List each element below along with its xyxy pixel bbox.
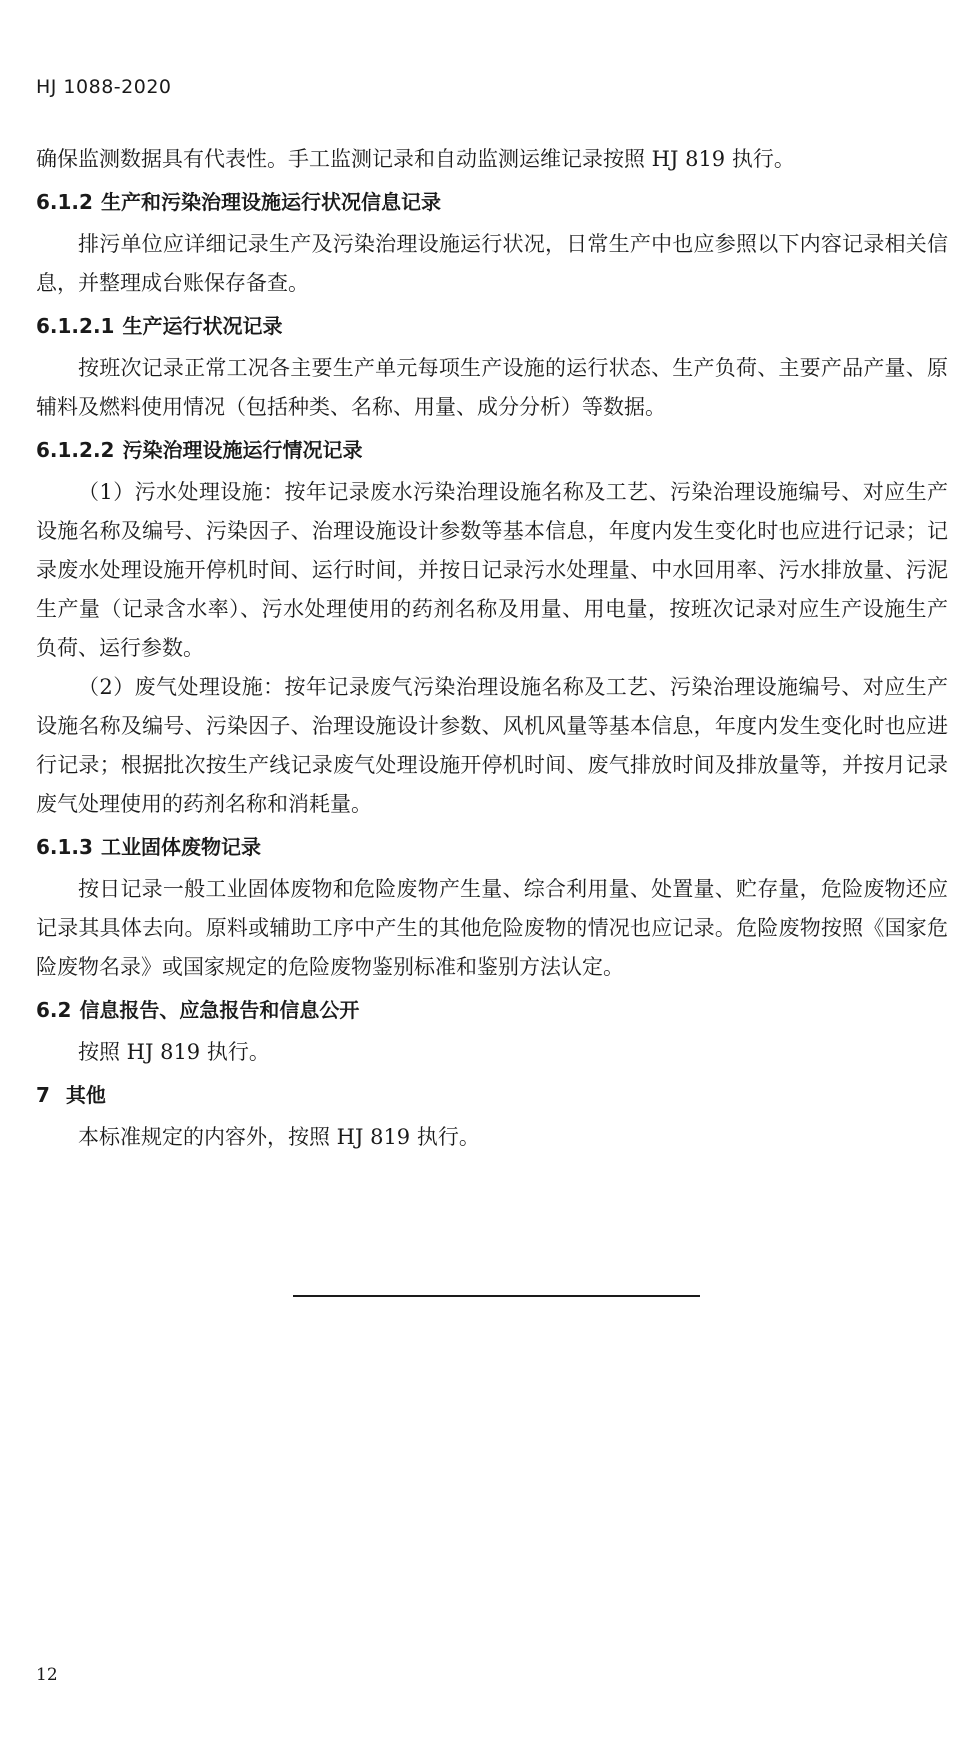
- heading-6-1-2-1: [36, 311, 948, 341]
- heading-title: 信息报告、应急报告和信息公开: [79, 998, 360, 1022]
- standard-code-header: HJ 1088-2020: [36, 76, 172, 98]
- heading-number: 6.1.2.1: [36, 314, 115, 338]
- heading-6-1-2: [36, 187, 948, 217]
- page-number: 12: [36, 1665, 58, 1685]
- paragraph-other: 本标准规定的内容外，按照 HJ 819 执行。: [78, 1125, 480, 1149]
- heading-6-1-3: [36, 832, 948, 862]
- heading-title: 生产和污染治理设施运行状况信息记录: [100, 190, 441, 214]
- paragraph-production-records: 按班次记录正常工况各主要生产单元每项生产设施的运行状态、生产负荷、主要产品产量、原辅料及燃料使用情况（包括种类、名称、用量、成分分析）等数据。: [36, 356, 948, 419]
- heading-title: 工业固体废物记录: [100, 835, 261, 859]
- heading-number: 7: [36, 1083, 50, 1107]
- paragraph-information-report: 按照 HJ 819 执行。: [78, 1040, 270, 1064]
- document-body: [36, 140, 948, 1165]
- paragraph-exhaust-gas-facility: （2）废气处理设施：按年记录废气污染治理设施名称及工艺、污染治理设施编号、对应生产设施名称及编号、污染因子、治理设施设计参数、风机风量等基本信息，年度内发生变化时也应进行记录；根据批次按生产线记录废气处理设施开停机时间、废气排放时间及排放量等，并按月记录废气处理使用的药剂名称和消耗量。: [36, 675, 948, 816]
- heading-title: 其他: [65, 1083, 106, 1107]
- heading-number: 6.1.3: [36, 835, 93, 859]
- paragraph-monitoring-representativeness: 确保监测数据具有代表性。手工监测记录和自动监测运维记录按照 HJ 819 执行。: [36, 147, 795, 171]
- heading-title: 污染治理设施运行情况记录: [122, 438, 363, 462]
- paragraph-operation-records-intro: 排污单位应详细记录生产及污染治理设施运行状况，日常生产中也应参照以下内容记录相关信息，并整理成台账保存备查。: [36, 232, 948, 295]
- paragraph-wastewater-facility: （1）污水处理设施：按年记录废水污染治理设施名称及工艺、污染治理设施编号、对应生产设施名称及编号、污染因子、治理设施设计参数等基本信息，年度内发生变化时也应进行记录；记录废水处理设施开停机时间、运行时间，并按日记录污水处理量、中水回用率、污水排放量、污泥生产量（记录含水率）、污水处理使用的药剂名称及用量、用电量，按班次记录对应生产设施生产负荷、运行参数。: [36, 480, 948, 660]
- heading-6-1-2-2: [36, 435, 948, 465]
- heading-7: [36, 1080, 948, 1110]
- heading-number: 6.2: [36, 998, 72, 1022]
- heading-6-2: [36, 995, 948, 1025]
- heading-title: 生产运行状况记录: [122, 314, 283, 338]
- end-of-standard-rule: [293, 1295, 700, 1297]
- heading-number: 6.1.2.2: [36, 438, 115, 462]
- heading-number: 6.1.2: [36, 190, 93, 214]
- paragraph-solid-waste-records: 按日记录一般工业固体废物和危险废物产生量、综合利用量、处置量、贮存量，危险废物还应记录其具体去向。原料或辅助工序中产生的其他危险废物的情况也应记录。危险废物按照《国家危险废物名录》或国家规定的危险废物鉴别标准和鉴别方法认定。: [36, 877, 948, 979]
